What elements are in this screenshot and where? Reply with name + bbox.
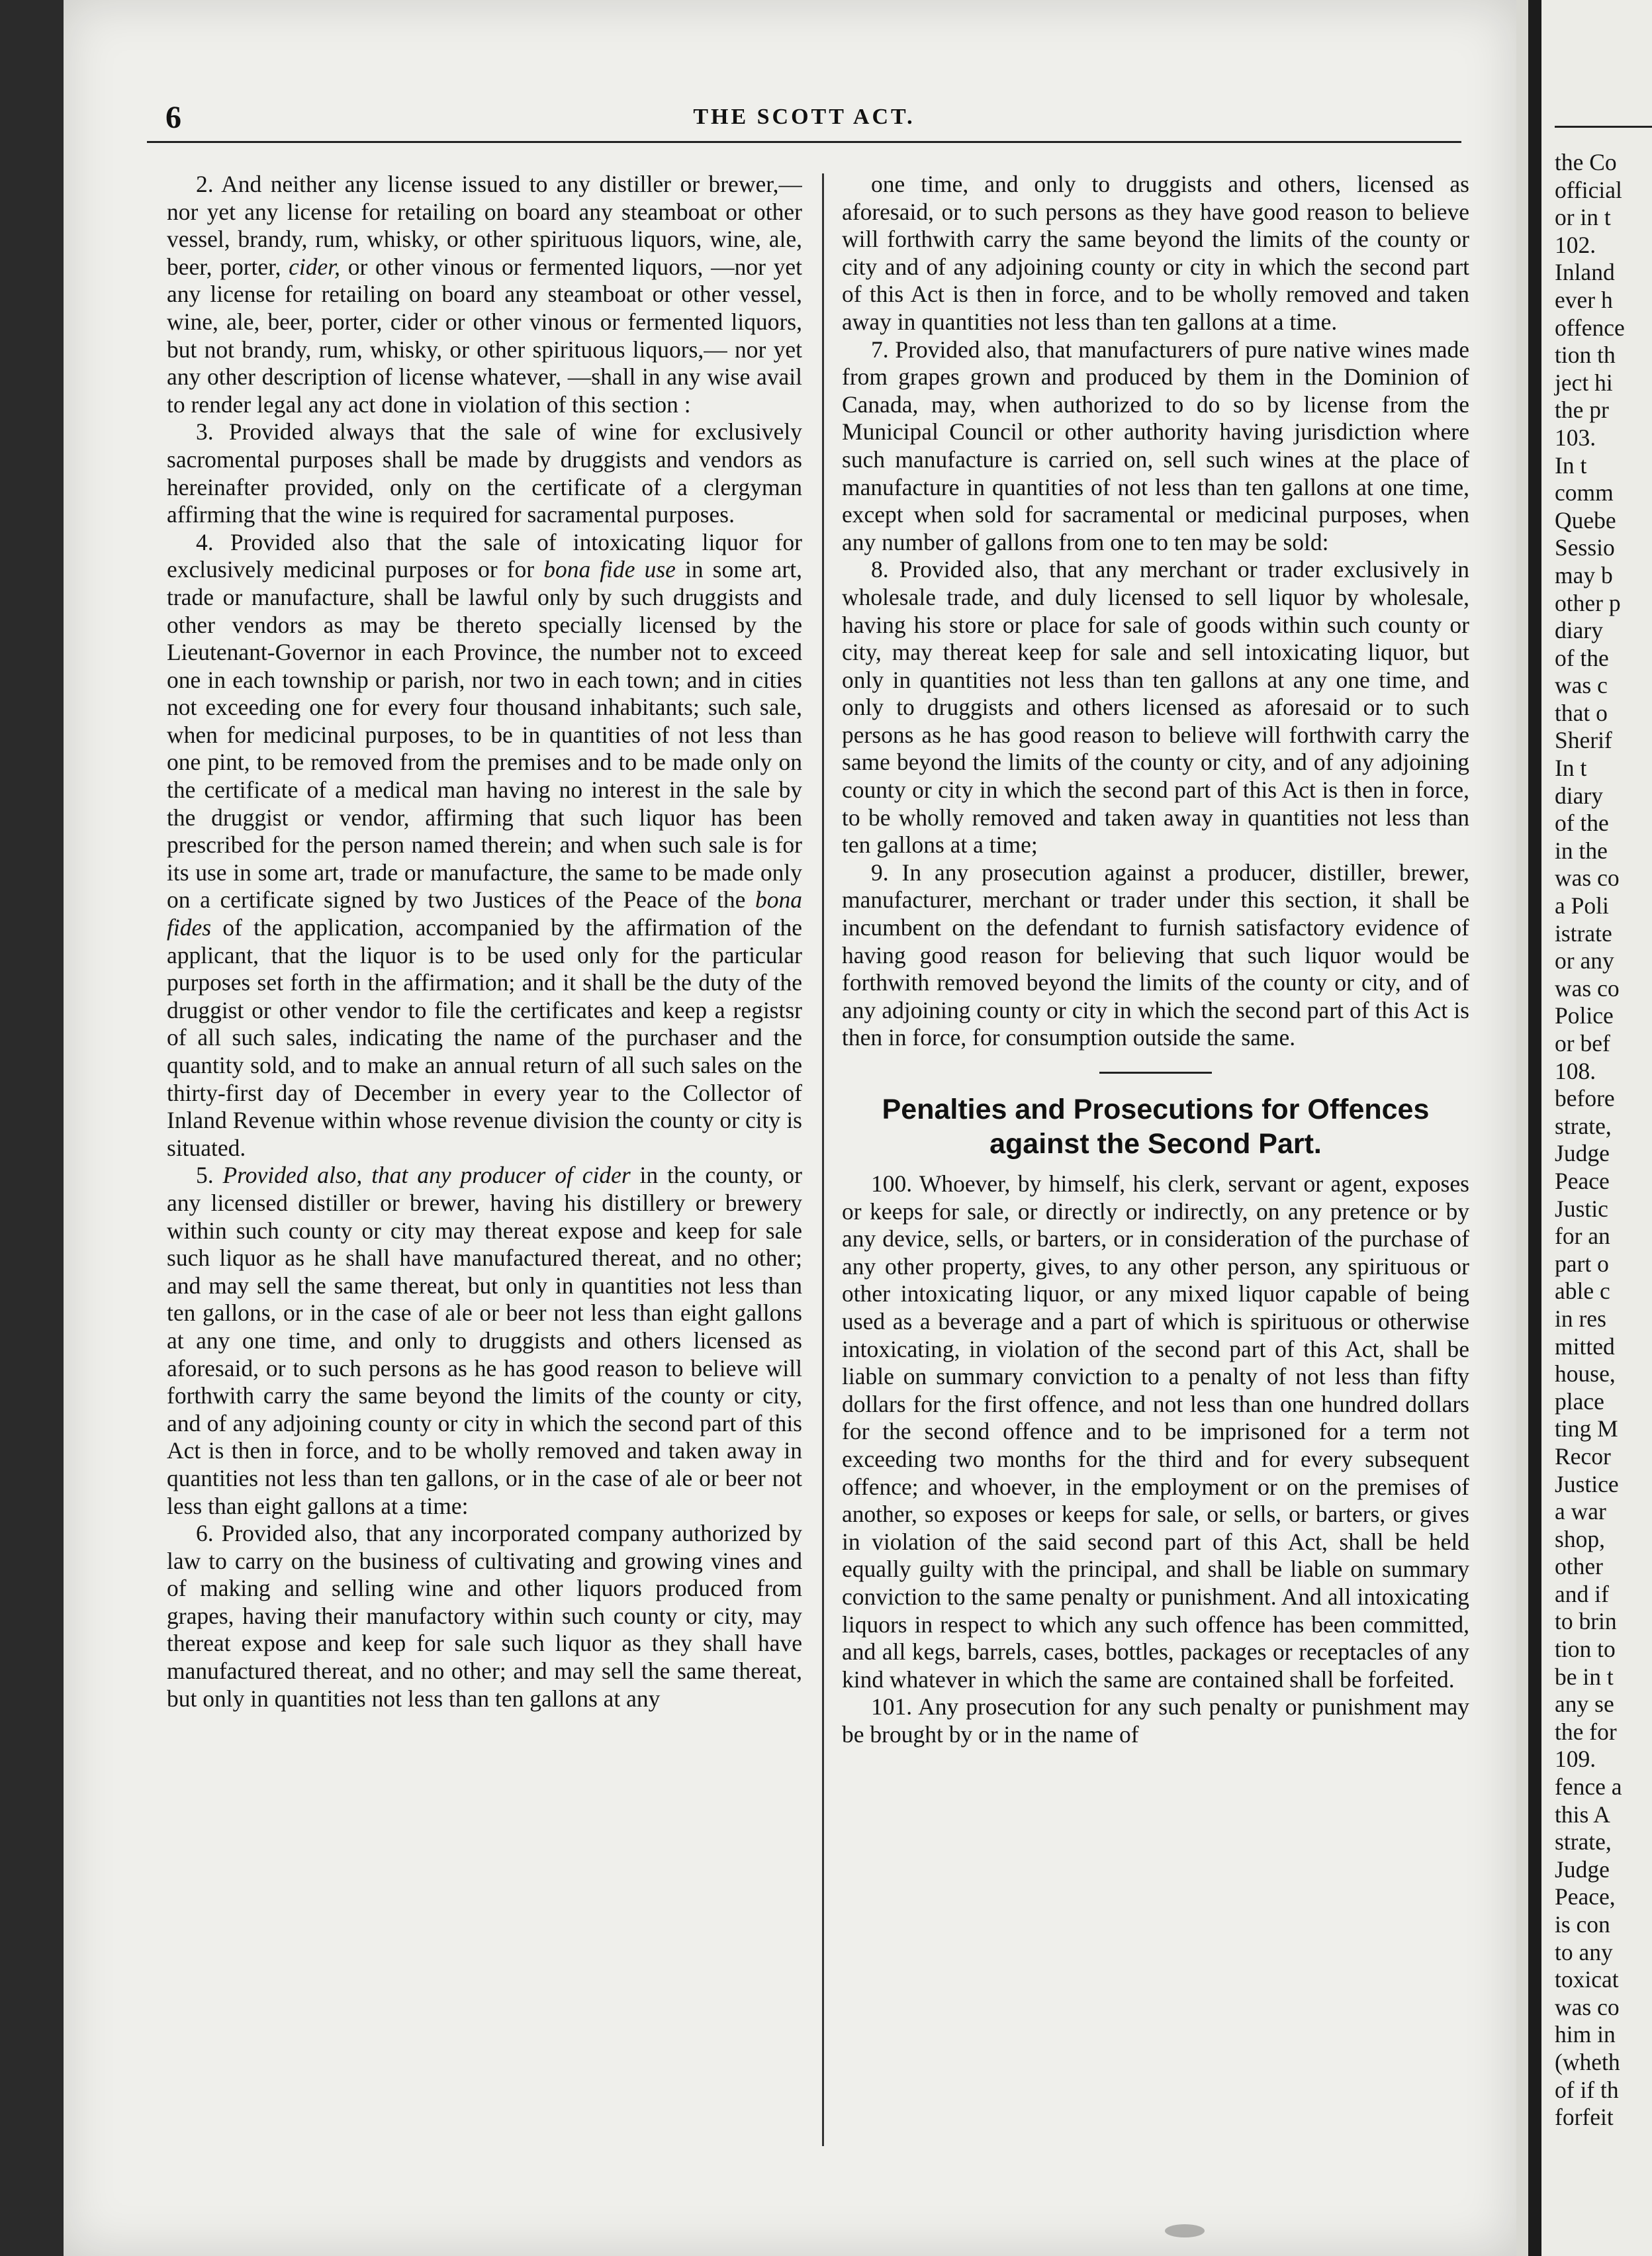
next-page-line: toxicat xyxy=(1555,1966,1619,1993)
next-page-line: house, xyxy=(1555,1360,1616,1387)
page-edge xyxy=(1516,0,1528,2256)
next-page-line: in res xyxy=(1555,1305,1606,1332)
next-page-line: to any xyxy=(1555,1938,1613,1965)
next-page-line: other xyxy=(1555,1553,1603,1580)
next-page-line: any se xyxy=(1555,1691,1614,1718)
next-page-line: official xyxy=(1555,176,1622,203)
next-page-line: was co xyxy=(1555,1993,1620,2020)
next-page-line: of the xyxy=(1555,644,1609,671)
next-page-line: the Co xyxy=(1555,149,1617,175)
header-rule xyxy=(147,141,1461,143)
next-page-line: In t xyxy=(1555,451,1587,479)
next-page-line: diary xyxy=(1555,617,1603,644)
next-page-line: of if th xyxy=(1555,2076,1619,2103)
section-heading: Penalties and Prosecutions for Offences against the Second Part. xyxy=(882,1094,1430,1160)
next-page-fragment xyxy=(1541,0,1652,2256)
next-page-line: was c xyxy=(1555,672,1608,699)
next-page-line: place xyxy=(1555,1387,1604,1415)
paragraph-section-8: 8. Provided also, that any merchant or trader exclusively in wholesale trade, and duly licensed to sell liquor by wholesale, having his store or place for sale of goods within such county or city, may thereat keep for sale and sell intoxicating liquor, but only in quantities not less than ten gallons at any one time, and only to druggists and others licensed as aforesaid or to such persons as he has good reason to believe will forthwith carry the same beyond the limits of the county or city, and of any adjoining county or city in which the second part of this Act is then in force, to be wholly removed and taken away in quantities not less than ten gallons at a time; xyxy=(842,556,1469,859)
next-page-line: tion th xyxy=(1555,342,1616,369)
next-page-line: 109. xyxy=(1555,1746,1596,1773)
next-page-line: Judge xyxy=(1555,1856,1610,1883)
next-page-line: the for xyxy=(1555,1718,1617,1745)
page-number: 6 xyxy=(165,100,181,135)
next-page-line: was co xyxy=(1555,865,1620,892)
next-page-line: that o xyxy=(1555,699,1608,726)
next-page-line: ever h xyxy=(1555,286,1613,313)
paragraph-section-100: 100. Whoever, by himself, his clerk, servant or agent, exposes or keeps for sale, or directly or indirectly, on any pretence or by any device, sells, or barters, or in consideration of the purchase of any other property, gives, to any other person, any spirituous or other intoxicating liquor, or any mixed liquor capable of being used as a beverage and a part of which is spirituous or otherwise intoxicating, in violation of the second part of this Act, shall be liable on summary conviction to a penalty of not less than fifty dollars for the first offence, and not less than one hundred dollars for the second offence and to be imprisoned for a term not exceeding two months for the third and for every subsequent offence; and whoever, in the employment or on the premises of another, so exposes or keeps for sale, or sells, or barters, or gives in violation of the said second part of this Act, shall be held equally guilty with the principal, and shall be liable on summary conviction to the same penalty or punishment. And all intoxicating liquors in respect to which any such offence has been committed, and all kegs, barrels, cases, bottles, packages or receptacles of any kind whatever in which the same are contained shall be forfeited. xyxy=(842,1170,1469,1693)
column-divider xyxy=(822,173,824,2146)
right-column xyxy=(842,171,1469,2157)
next-page-line: able c xyxy=(1555,1278,1610,1305)
left-column xyxy=(167,171,802,2157)
next-page-line: a war xyxy=(1555,1498,1606,1525)
next-page-line: may b xyxy=(1555,561,1613,588)
next-page-header-rule xyxy=(1555,126,1652,128)
next-page-line: shop, xyxy=(1555,1525,1605,1552)
next-page-line: is con xyxy=(1555,1911,1610,1938)
next-page-line: Police xyxy=(1555,1002,1614,1029)
next-page-line: 102. xyxy=(1555,231,1596,258)
next-page-line: of the xyxy=(1555,810,1609,837)
next-page-line: In t xyxy=(1555,755,1587,782)
next-page-line: for an xyxy=(1555,1223,1610,1250)
next-page-line: and if xyxy=(1555,1580,1609,1607)
paragraph-section-3: 3. Provided always that the sale of wine for exclusively sacromental purposes shall be made by druggists and vendors as hereinafter provided, only on the certificate of a clergyman affirming that the wine is required for sacramental purposes. xyxy=(167,418,802,528)
next-page-line: diary xyxy=(1555,782,1603,809)
next-page-line: Inland xyxy=(1555,259,1615,286)
section-separator-rule xyxy=(1099,1072,1212,1074)
next-page-line: part o xyxy=(1555,1250,1609,1277)
next-page-line: 108. xyxy=(1555,1057,1596,1084)
next-page-line: other p xyxy=(1555,589,1621,616)
paragraph-section-5: 5. Provided also, that any producer of cider in the county, or any licensed distiller or brewer, having his distillery or brewery within such county or city may thereat expose and keep for sale such liquor as he shall have manufactured thereat, and no other; and may sell the same thereat, but only in quantities not less than ten gallons, or in the case of ale or beer not less than eight gallons at any one time, and only to druggists and others licensed as aforesaid, or to such persons as he has good reason to believe will forthwith carry the same beyond the limits of the county or city, and of any adjoining county or city in which the second part of this Act is then in force, and to be wholly removed and taken away in quantities not less than ten gallons, or in the case of ale or beer not less than eight gallons at a time: xyxy=(167,1162,802,1519)
next-page-line: offence xyxy=(1555,314,1625,341)
book-gutter xyxy=(1528,0,1541,2256)
next-page-line: Peace, xyxy=(1555,1883,1616,1910)
paragraph-continuation: one time, and only to druggists and others, licensed as aforesaid, or to such persons as they have good reason to believe will forthwith carry the same beyond the limits of the county or city and of any adjoining county or city in which the second part of this Act is then in force, and to be wholly removed and taken away in quantities not less than ten gallons at a time. xyxy=(842,171,1469,335)
next-page-line: Quebe xyxy=(1555,506,1616,534)
next-page-line: strate, xyxy=(1555,1828,1612,1856)
next-page-line: was co xyxy=(1555,974,1620,1002)
next-page-line: before xyxy=(1555,1085,1615,1112)
next-page-line: Recor xyxy=(1555,1442,1611,1470)
next-page-line: mitted xyxy=(1555,1333,1615,1360)
next-page-line: (wheth xyxy=(1555,2048,1620,2075)
next-page-line: or any xyxy=(1555,947,1614,974)
next-page-line: fence a xyxy=(1555,1773,1622,1801)
next-page-line: forfeit xyxy=(1555,2104,1614,2131)
paragraph-section-6: 6. Provided also, that any incorporated company authorized by law to carry on the business of cultivating and growing vines and of making and selling wine and other liquors produced from grapes, having their manufactory within such county or city, may thereat expose and keep for sale such liquor as they shall have manufactured thereat, and no other; and may sell the same thereat, but only in quantities not less than ten gallons at any xyxy=(167,1520,802,1712)
paragraph-section-4: 4. Provided also that the sale of intoxicating liquor for exclusively medicinal purposes or for bona fide use in some art, trade or manufacture, shall be lawful only by such druggists and other vendors as may be thereto specially licensed by the Lieutenant-Governor in each Province, the number not to exceed one in each township or parish, nor two in each town; and in cities not exceeding one for every four thousand inhabitants; such sale, when for medicinal purposes, to be in quantities of not less than one pint, to be removed from the premises and to be made only on the certificate of a medical man having no interest in the sale by the druggist or vendor, affirming that such liquor has been prescribed for the person named therein; and when such sale is for its use in some art, trade or manufacture, the same to be made only on a certificate signed by two Justices of the Peace of the bona fides of the application, accompanied by the affirmation of the applicant, that the liquor is to be used only for the particular purposes set forth in the affirmation; and it shall be the duty of the druggist or other vendor to file the certificates and keep a registsr of all such sales, indicating the name of the purchaser and the quantity sold, and to make an annual return of all such sales on the thirty-first day of December in every year to the Collector of Inland Revenue within whose revenue division the county or city is situated. xyxy=(167,528,802,1161)
next-page-line: strate, xyxy=(1555,1112,1612,1139)
next-page-line: istrate xyxy=(1555,919,1612,947)
next-page-line: 103. xyxy=(1555,424,1596,451)
paragraph-section-2: 2. And neither any license issued to any distiller or brewer,—nor yet any license for retailing on board any steamboat or other vessel, brandy, rum, whisky, or other spirituous liquors, wine, ale, beer, porter, cider, or other vinous or fermented liquors, —nor yet any license for retailing on board any steamboat or other vessel, wine, ale, beer, porter, cider or other vinous or fermented liquors, but not brandy, rum, whisky, or other spirituous liquors,— nor yet any other description of license whatever, —shall in any wise avail to render legal any act done in violation of this section : xyxy=(167,171,802,418)
paragraph-section-9: 9. In any prosecution against a producer, distiller, brewer, manufacturer, merchant or trader under this section, it shall be incumbent on the defendant to furnish satisfactory evidence of having good reason for believing that such liquor would be forthwith removed beyond the limits of the county or city, and of any adjoining county or city in which the second part of this Act is then in force, for consumption outside the same. xyxy=(842,859,1469,1051)
next-page-line: tion to xyxy=(1555,1636,1616,1663)
next-page-line: ting M xyxy=(1555,1415,1618,1442)
next-page-line: Justice xyxy=(1555,1470,1619,1497)
next-page-line: him in xyxy=(1555,2021,1616,2048)
next-page-line: a Poli xyxy=(1555,892,1609,919)
scan-blemish xyxy=(1165,2224,1205,2237)
next-page-line: or bef xyxy=(1555,1030,1610,1057)
page-header xyxy=(146,99,1463,139)
next-page-text-column xyxy=(1555,149,1652,2132)
next-page-line: be in t xyxy=(1555,1663,1614,1690)
paragraph-section-101: 101. Any prosecution for any such penalty or punishment may be brought by or in the name of xyxy=(842,1693,1469,1748)
next-page-line: Sessio xyxy=(1555,534,1615,561)
next-page-line: Peace xyxy=(1555,1167,1610,1194)
next-page-line: or in t xyxy=(1555,204,1611,231)
next-page-line: comm xyxy=(1555,479,1614,506)
next-page-line: Justic xyxy=(1555,1195,1608,1222)
next-page-line: this A xyxy=(1555,1801,1610,1828)
next-page-line: in the xyxy=(1555,837,1608,864)
next-page-line: to brin xyxy=(1555,1608,1617,1635)
next-page-line: the pr xyxy=(1555,397,1609,424)
next-page-line: Judge xyxy=(1555,1140,1610,1167)
paragraph-section-7: 7. Provided also, that manufacturers of pure native wines made from grapes grown and produced by them in the Dominion of Canada, may, when authorized to do so by license from the Municipal Council or other authority having jurisdiction where such manufacture is carried on, sell such wines at the place of manufacture in quantities of not less than ten gallons at one time, except when sold for sacramental or medicinal purposes, when any number of gallons from one to ten may be sold: xyxy=(842,336,1469,555)
next-page-line: Sherif xyxy=(1555,727,1612,754)
running-title: THE SCOTT ACT. xyxy=(693,105,915,129)
next-page-line: ject hi xyxy=(1555,369,1613,396)
